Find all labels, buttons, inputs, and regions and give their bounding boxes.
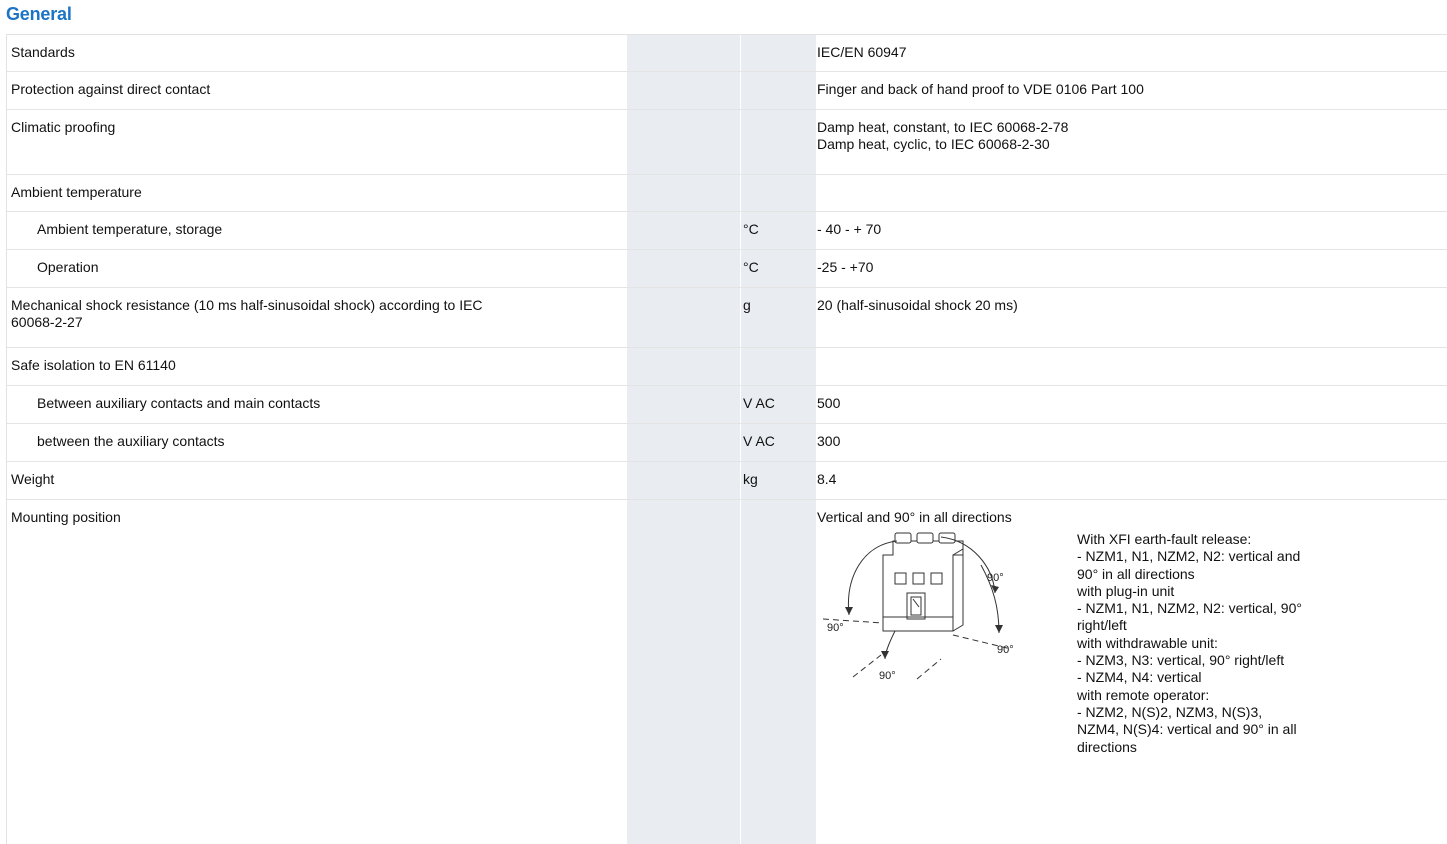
row-label: Ambient temperature [11,184,142,200]
row-label: Climatic proofing [11,119,116,135]
note-line: - NZM1, N1, NZM2, N2: vertical and [1077,548,1301,565]
note-line: with plug-in unit [1077,582,1175,599]
note-line: - NZM1, N1, NZM2, N2: vertical, 90° [1077,600,1302,617]
row-label: Weight [11,471,55,487]
row-unit: kg [743,471,758,487]
note-line: with withdrawable unit: [1077,634,1218,651]
row-value: - 40 - + 70 [817,221,882,237]
table-row [7,72,1447,110]
row-value: Vertical and 90° in all directions [817,509,1012,525]
mounting-notes [1077,531,1367,756]
row-label: Safe isolation to EN 61140 [11,357,176,373]
diagram-label-right: 90° [997,644,1014,656]
diagram-label-top-right: 90° [987,572,1004,584]
row-label: Ambient temperature, storage [37,221,223,237]
note-line: 90° in all directions [1077,565,1195,582]
row-unit: V AC [743,395,775,411]
row-unit: °C [743,259,759,275]
row-value-line: Damp heat, cyclic, to IEC 60068-2-30 [817,136,1050,152]
note-line: directions [1077,738,1137,755]
row-value: 500 [817,395,841,411]
row-unit: V AC [743,433,775,449]
table-row [7,386,1447,424]
row-value: 300 [817,433,841,449]
row-unit: g [743,297,751,313]
row-label: Between auxiliary contacts and main contacts [37,395,321,411]
table-row [7,288,1447,348]
table-row [7,462,1447,500]
table-row [7,35,1447,72]
diagram-label-left: 90° [827,622,844,634]
row-unit: °C [743,221,759,237]
row-label-line: Mechanical shock resistance (10 ms half-sinusoidal shock) according to IEC [11,297,483,313]
row-value [817,119,1068,153]
row-value: -25 - +70 [817,259,874,275]
row-value: IEC/EN 60947 [817,44,907,60]
row-value: 8.4 [817,471,837,487]
row-value: Finger and back of hand proof to VDE 0106 Part 100 [817,81,1144,97]
note-line: - NZM3, N3: vertical, 90° right/left [1077,652,1285,669]
row-label: Operation [37,259,99,275]
row-label: Mounting position [11,509,121,525]
table-row [7,348,1447,386]
note-line: NZM4, N(S)4: vertical and 90° in all [1077,721,1297,738]
table-row [7,250,1447,288]
note-line: with remote operator: [1077,686,1210,703]
note-line: With XFI earth-fault release: [1077,531,1252,547]
row-value-line: Damp heat, constant, to IEC 60068-2-78 [817,119,1069,135]
section-title: General [6,4,72,24]
row-value: 20 (half-sinusoidal shock 20 ms) [817,297,1018,313]
row-label: Standards [11,44,75,60]
table-row [7,110,1447,175]
table-row [7,424,1447,462]
row-label: between the auxiliary contacts [37,433,225,449]
table-row [7,175,1447,212]
note-line: - NZM2, N(S)2, NZM3, N(S)3, [1077,703,1263,720]
diagram-label-bottom: 90° [879,670,896,682]
note-line: right/left [1077,617,1127,634]
row-label: Protection against direct contact [11,81,211,97]
table-row [7,212,1447,250]
note-line: - NZM4, N4: vertical [1077,669,1202,686]
mounting-position-diagram [823,527,1033,689]
row-label-line: 60068-2-27 [11,314,83,330]
row-label [11,297,591,331]
